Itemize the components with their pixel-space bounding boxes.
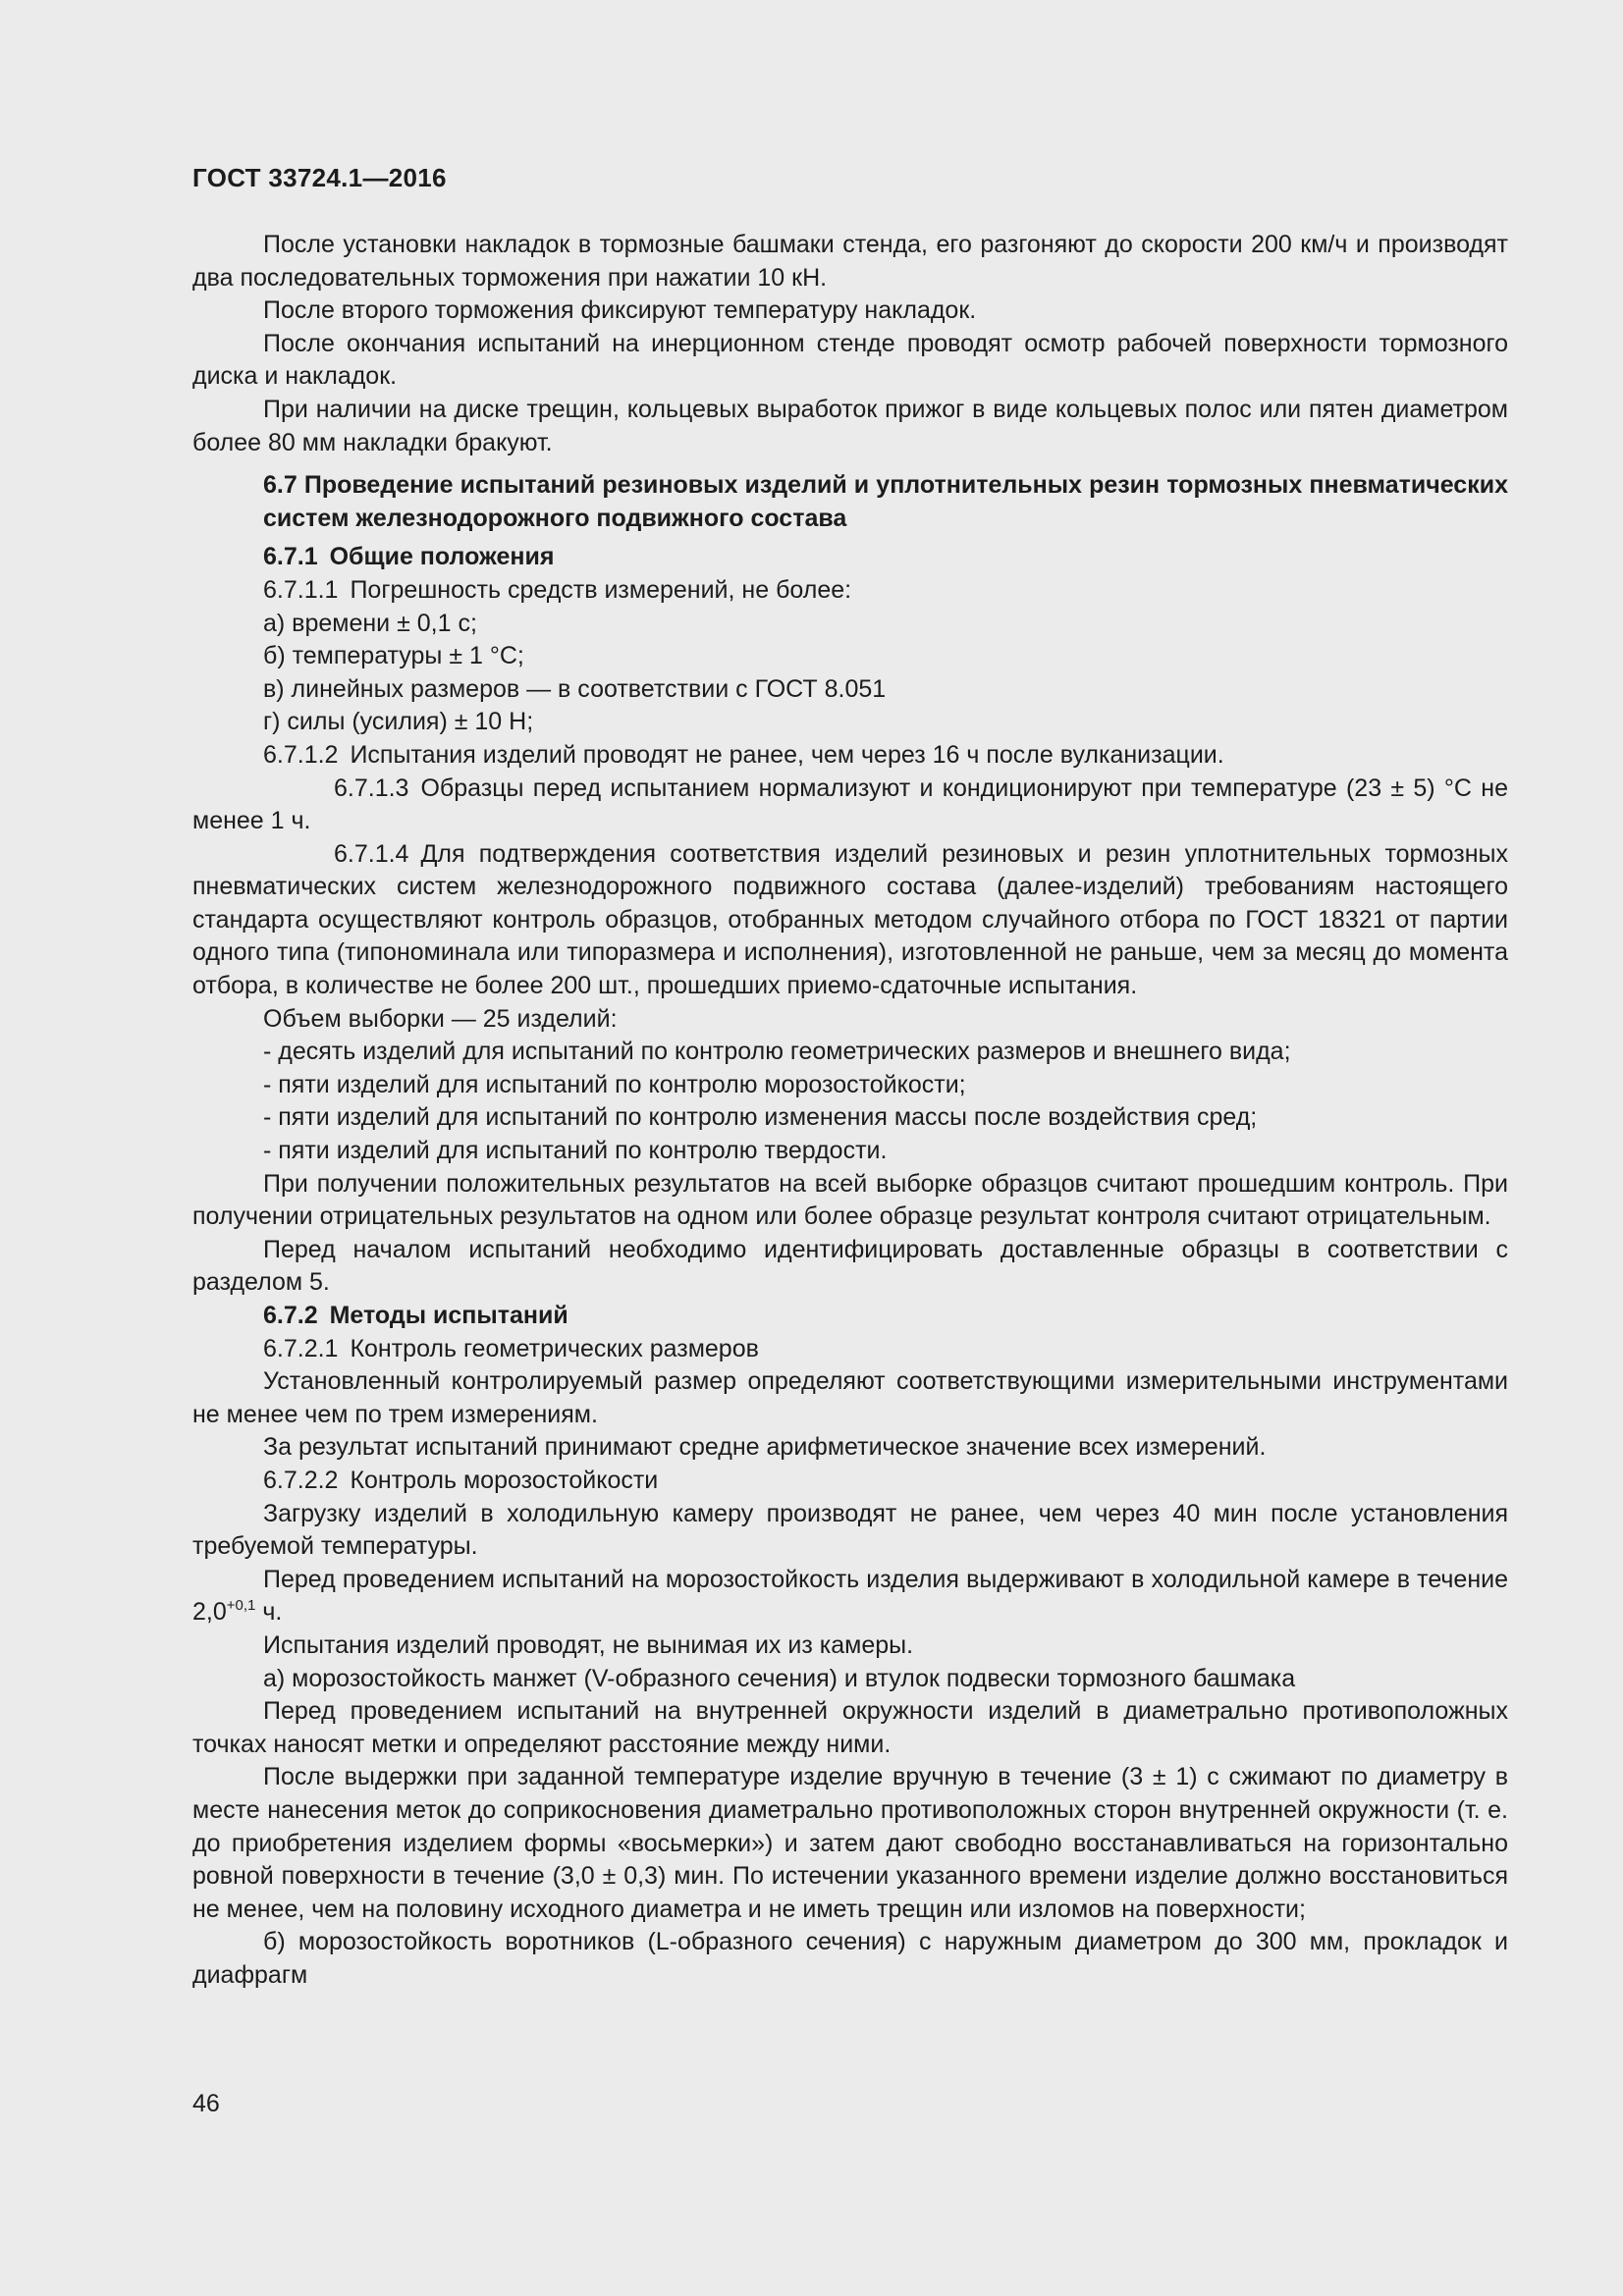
paragraph: После установки накладок в тормозные башмаки стенда, его разгоняют до скорости 200 км/ч и производят два последовательных торможения при нажатии 10 кН. (192, 231, 1508, 292)
dash-item: - пяти изделий для испытаний по контролю твердости. (263, 1137, 888, 1165)
clause-text: Контроль морозостойкости (350, 1466, 659, 1494)
clause-number: 6.7.1.4 (334, 839, 409, 868)
text: ч. (255, 1598, 283, 1627)
clause-6-7-1-2 (192, 739, 1508, 773)
paragraph: После второго торможения фиксируют температуру накладок. (263, 296, 977, 325)
paragraph: Объем выборки — 25 изделий: (263, 1004, 618, 1033)
paragraph: Перед началом испытаний необходимо идентифицировать доставленные образцы в соответствии с разделом 5. (192, 1235, 1508, 1297)
paragraph: При наличии на диске трещин, кольцевых выработок прижог в виде кольцевых полос или пятен диаметром более 80 мм накладки бракуют. (192, 395, 1508, 456)
clause-number: 6.7.1.1 (263, 575, 339, 604)
clause-text: Образцы перед испытанием нормализуют и кондиционируют при температуре (23 ± 5) °С не менее 1 ч. (192, 774, 1508, 835)
clause-text: Погрешность средств измерений, не более: (350, 575, 852, 604)
dash-item: - пяти изделий для испытаний по контролю изменения массы после воздействия сред; (263, 1103, 1258, 1132)
text: Перед проведением испытаний на морозостойкость изделия выдерживают в холодильной камере в течение 2,0 (192, 1565, 1508, 1627)
subsection-title: Общие положения (329, 543, 555, 571)
paragraph: Загрузку изделий в холодильную камеру производят не ранее, чем через 40 мин после установления требуемой температуры. (192, 1499, 1508, 1561)
subsection-title: Методы испытаний (329, 1302, 568, 1329)
paragraph: а) морозостойкость манжет (V-образного сечения) и втулок подвески тормозного башмака (263, 1664, 1296, 1692)
clause-number: 6.7.1.2 (263, 740, 339, 769)
clause-6-7-2-1 (192, 1333, 1508, 1366)
clause-6-7-2-2 (192, 1465, 1508, 1498)
paragraph: Установленный контролируемый размер определяют соответствующими измерительными инструментами не менее чем по трем измерениям. (192, 1367, 1508, 1428)
subsection-heading-6-7-1 (192, 541, 1508, 574)
paragraph: При получении положительных результатов на всей выборке образцов считают прошедшим контроль. При получении отрицательных результатов на одном или более образце результат контроля считают отрицательным. (192, 1169, 1508, 1231)
paragraph: После выдержки при заданной температуре изделие вручную в течение (3 ± 1) с сжимают по диаметру в месте нанесения меток до соприкосновения диаметрально противоположных сторон внутренней окружности (т. е. до приобретения изделием формы «восьмерки») и затем дают свободно восстанавливаться на горизонтально ровной поверхности в течение (3,0 ± 0,3) мин. По истечении указанного времени изделие должно восстановиться не менее, чем на половину исходного диаметра и не иметь трещин или изломов на поверхности; (192, 1763, 1508, 1923)
superscript-tolerance: +0,1 (226, 1597, 256, 1615)
clause-6-7-1-3 (192, 773, 1508, 838)
list-item: б) температуры ± 1 °С; (263, 642, 524, 670)
subsection-number: 6.7.1 (263, 543, 318, 571)
section-heading-6-7: 6.7 Проведение испытаний резиновых изделий и уплотнительных резин тормозных пневматических систем железнодорожного подвижного состава (263, 471, 1508, 532)
paragraph: Перед проведением испытаний на внутренней окружности изделий в диаметрально противоположных точках наносят метки и определяют расстояние между ними. (192, 1697, 1508, 1758)
clause-6-7-1-1 (192, 574, 1508, 608)
clause-text: Испытания изделий проводят не ранее, чем через 16 ч после вулканизации. (350, 740, 1224, 769)
document-body (192, 229, 1508, 1992)
list-item: в) линейных размеров — в соответствии с ГОСТ 8.051 (263, 674, 887, 703)
subsection-number: 6.7.2 (263, 1302, 318, 1329)
list-item: а) времени ± 0,1 с; (263, 609, 477, 637)
dash-item: - десять изделий для испытаний по контролю геометрических размеров и внешнего вида; (263, 1038, 1291, 1066)
clause-number: 6.7.2.2 (263, 1466, 339, 1494)
document-header: ГОСТ 33724.1—2016 (192, 163, 447, 192)
subsection-heading-6-7-2 (192, 1300, 1508, 1333)
clause-number: 6.7.2.1 (263, 1334, 339, 1362)
clause-6-7-1-4 (192, 838, 1508, 1003)
paragraph: Испытания изделий проводят, не вынимая их из камеры. (263, 1630, 914, 1659)
paragraph: б) морозостойкость воротников (L-образного сечения) с наружным диаметром до 300 мм, прокладок и диафрагм (192, 1928, 1508, 1989)
clause-number: 6.7.1.3 (334, 774, 409, 802)
paragraph-with-superscript (192, 1564, 1508, 1629)
dash-item: - пяти изделий для испытаний по контролю морозостойкости; (263, 1070, 966, 1098)
clause-text: Для подтверждения соответствия изделий резиновых и резин уплотнительных тормозных пневматических систем железнодорожного подвижного состава (далее-изделий) требованиям настоящего стандарта осуществляют контроль образцов, отобранных методом случайного отбора по ГОСТ 18321 от партии одного типа (типономинала или типоразмера и исполнения), изготовленной не раньше, чем за месяц до момента отбора, в количестве не более 200 шт., прошедших приемо-сдаточные испытания. (192, 839, 1508, 1000)
paragraph: После окончания испытаний на инерционном стенде проводят осмотр рабочей поверхности тормозного диска и накладок. (192, 329, 1508, 391)
paragraph: За результат испытаний принимают средне арифметическое значение всех измерений. (263, 1433, 1267, 1462)
clause-text: Контроль геометрических размеров (350, 1334, 759, 1362)
page-number: 46 (192, 2090, 220, 2117)
list-item: г) силы (усилия) ± 10 Н; (263, 708, 534, 736)
